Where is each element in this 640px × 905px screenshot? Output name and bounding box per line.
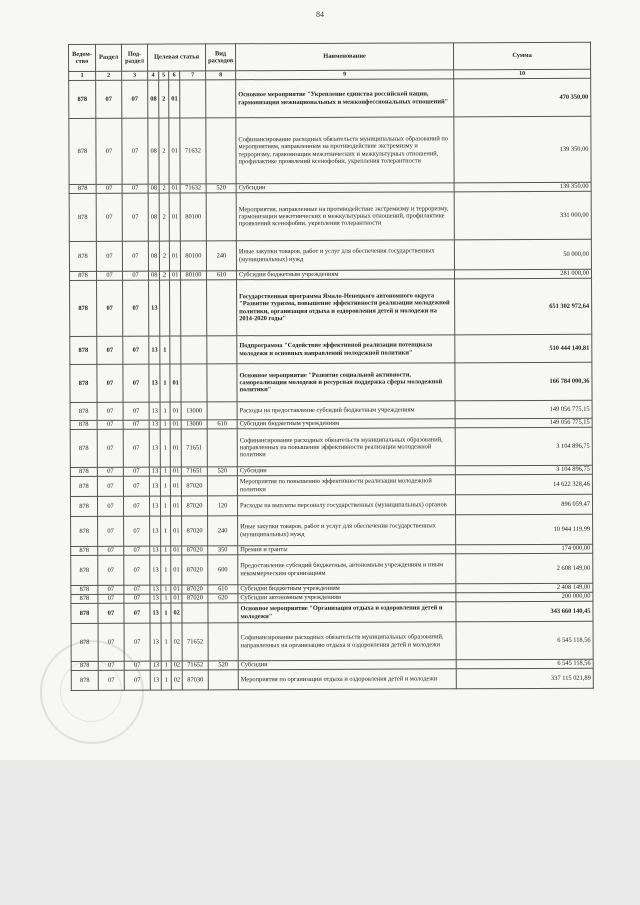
item-name: Софинансирование расходных обязательств муниципальных образований, направленных на организацию отдыха и оздоровления детей и молодежи bbox=[238, 622, 456, 661]
direction-code: 87020 bbox=[182, 516, 208, 546]
direction-code: 80100 bbox=[180, 241, 206, 271]
subsection-code: 07 bbox=[124, 594, 150, 603]
table-row bbox=[70, 334, 592, 364]
subprogram-code: 2 bbox=[159, 241, 169, 271]
item-name: Субсидии bbox=[238, 660, 456, 670]
col-index: 2 bbox=[96, 71, 122, 80]
expense-type-code: 240 bbox=[208, 516, 238, 546]
subsection-code: 07 bbox=[123, 496, 149, 516]
item-sum: 470 350,00 bbox=[454, 78, 591, 117]
subsection-code: 07 bbox=[122, 193, 148, 241]
expense-type-code: 120 bbox=[207, 496, 237, 516]
measure-code: 02 bbox=[171, 670, 182, 690]
item-name: Субсидии автономным учреждениям bbox=[238, 593, 456, 603]
section-code: 07 bbox=[97, 280, 123, 336]
expense-type-code bbox=[206, 118, 236, 184]
subprogram-code: 1 bbox=[161, 670, 171, 690]
expense-type-code: 520 bbox=[208, 661, 238, 670]
table-row bbox=[71, 668, 593, 690]
item-name: Субсидии бюджетным учреждениям bbox=[238, 584, 456, 594]
item-name: Иные закупки товаров, работ и услуг для обеспечения государственных (муниципальных) нужд bbox=[238, 515, 456, 546]
page-number: 84 bbox=[316, 10, 324, 19]
section-code: 07 bbox=[96, 118, 122, 184]
table-row bbox=[70, 400, 592, 420]
direction-code bbox=[181, 280, 207, 336]
expense-type-code bbox=[208, 603, 238, 623]
ministry-code: 878 bbox=[69, 271, 96, 280]
header-sum: Сумма bbox=[453, 42, 590, 70]
program-code: 08 bbox=[148, 271, 159, 280]
expense-type-code: 610 bbox=[207, 420, 237, 429]
direction-code: 87020 bbox=[182, 594, 208, 603]
item-name: Мероприятия по повышению эффективности реализации молодежной политики bbox=[237, 475, 455, 496]
item-sum: 139 350,00 bbox=[454, 116, 591, 183]
item-sum: 149 056 775,15 bbox=[455, 418, 592, 428]
item-sum: 14 622 328,46 bbox=[455, 474, 592, 495]
subprogram-code: 1 bbox=[161, 661, 171, 670]
ministry-code: 878 bbox=[69, 241, 96, 271]
expense-type-code bbox=[207, 476, 237, 496]
ministry-code: 878 bbox=[71, 585, 98, 594]
col-index: 5 bbox=[159, 71, 169, 80]
ministry-code: 878 bbox=[71, 623, 98, 661]
subsection-code: 07 bbox=[122, 184, 148, 193]
program-code: 13 bbox=[150, 661, 161, 670]
section-code: 07 bbox=[98, 516, 124, 546]
section-code: 07 bbox=[96, 271, 122, 280]
section-code: 07 bbox=[98, 546, 124, 555]
table-row bbox=[71, 621, 593, 661]
measure-code: 01 bbox=[170, 402, 181, 420]
measure-code: 02 bbox=[171, 623, 182, 661]
direction-code: 71652 bbox=[182, 661, 208, 670]
budget-table bbox=[68, 42, 594, 691]
section-code: 07 bbox=[98, 603, 124, 623]
item-sum: 651 302 972,64 bbox=[455, 278, 592, 335]
expense-type-code bbox=[207, 429, 237, 467]
subprogram-code: 2 bbox=[159, 80, 169, 118]
item-name: Предоставление субсидий бюджетным, автономным учреждениям и иным некоммерческим организациям bbox=[238, 554, 456, 585]
item-name: Субсидии bbox=[237, 466, 455, 476]
table-row bbox=[69, 191, 591, 241]
ministry-code: 878 bbox=[71, 670, 98, 690]
subprogram-code: 1 bbox=[160, 429, 170, 467]
program-code: 13 bbox=[150, 670, 161, 690]
program-code: 13 bbox=[149, 467, 160, 476]
item-name: Премии и гранты bbox=[238, 545, 456, 555]
measure-code: 01 bbox=[171, 546, 182, 555]
direction-code bbox=[181, 364, 207, 402]
ministry-code: 878 bbox=[70, 364, 97, 402]
subprogram-code: 1 bbox=[161, 516, 171, 546]
section-code: 07 bbox=[97, 336, 123, 364]
table-row bbox=[70, 427, 592, 467]
measure-code: 01 bbox=[169, 271, 180, 280]
item-sum: 896 059,47 bbox=[455, 494, 592, 515]
ministry-code: 878 bbox=[70, 467, 97, 476]
subsection-code: 07 bbox=[123, 402, 149, 420]
subsection-code: 07 bbox=[123, 336, 149, 364]
subsection-code: 07 bbox=[124, 546, 150, 555]
col-index: 1 bbox=[69, 71, 96, 80]
expense-type-code bbox=[208, 623, 238, 661]
item-name: Основное мероприятие "Развитие социальной активности, самореализации молодежи и ресурсная поддержка сферы молодежной политики" bbox=[237, 363, 455, 402]
measure-code: 01 bbox=[171, 516, 182, 546]
section-code: 07 bbox=[98, 594, 124, 603]
expense-type-code bbox=[208, 670, 238, 690]
subprogram-code: 2 bbox=[159, 271, 169, 280]
expense-type-code: 350 bbox=[208, 546, 238, 555]
program-code: 13 bbox=[150, 585, 161, 594]
subprogram-code: 1 bbox=[161, 555, 171, 585]
item-name: Государственная программа Ямало-Ненецкого автономного округа "Развитие туризма, повышение эффективности реализации молодежной политики, организация отдыха и оздоровления детей и молодежи на 2014-2020 годы" bbox=[237, 279, 455, 336]
col-index: 8 bbox=[206, 71, 236, 80]
item-name: Софинансирование расходных обязательств муниципальных образований, направленных на повышение эффективности реализации молодежной политики bbox=[237, 428, 455, 467]
table-row bbox=[69, 116, 591, 184]
subsection-code: 07 bbox=[123, 429, 149, 467]
measure-code bbox=[170, 336, 181, 364]
subsection-code: 07 bbox=[124, 623, 150, 661]
subprogram-code: 1 bbox=[160, 364, 170, 402]
ministry-code: 878 bbox=[70, 429, 97, 467]
section-code: 07 bbox=[96, 80, 122, 118]
section-code: 07 bbox=[97, 420, 123, 429]
expense-type-code bbox=[207, 402, 237, 420]
direction-code: 13000 bbox=[181, 402, 207, 420]
col-index: 7 bbox=[180, 71, 206, 80]
section-code: 07 bbox=[97, 496, 123, 516]
direction-code: 87020 bbox=[182, 546, 208, 555]
program-code: 13 bbox=[150, 516, 161, 546]
item-name: Субсидии bbox=[236, 183, 454, 193]
program-code: 13 bbox=[149, 280, 160, 336]
ministry-code: 878 bbox=[70, 420, 97, 429]
program-code: 13 bbox=[149, 420, 160, 429]
measure-code: 01 bbox=[170, 420, 181, 429]
subprogram-code: 1 bbox=[161, 623, 171, 661]
item-sum: 3 104 896,75 bbox=[455, 465, 592, 475]
subsection-code: 07 bbox=[124, 670, 150, 690]
table-row bbox=[71, 514, 593, 546]
section-code: 07 bbox=[97, 476, 123, 496]
header-target-article: Целевая статья bbox=[148, 44, 206, 71]
measure-code: 01 bbox=[169, 193, 180, 241]
section-code: 07 bbox=[96, 241, 122, 271]
col-index: 6 bbox=[169, 71, 180, 80]
ministry-code: 878 bbox=[69, 118, 96, 184]
item-name: Расходы на предоставление субсидий бюджетным учреждениям bbox=[237, 401, 455, 420]
subsection-code: 07 bbox=[124, 603, 150, 623]
program-code: 08 bbox=[148, 118, 159, 184]
subsection-code: 07 bbox=[124, 661, 150, 670]
measure-code: 01 bbox=[171, 594, 182, 603]
item-name: Субсидии бюджетным учреждениям bbox=[236, 270, 454, 280]
item-sum: 6 545 118,56 bbox=[456, 621, 593, 660]
table-row bbox=[70, 494, 592, 516]
section-code: 07 bbox=[98, 670, 124, 690]
direction-code: 13000 bbox=[181, 420, 207, 429]
subsection-code: 07 bbox=[122, 271, 148, 280]
expense-type-code bbox=[206, 193, 236, 241]
measure-code bbox=[170, 280, 181, 336]
item-sum: 2 608 149,00 bbox=[456, 553, 593, 584]
program-code: 13 bbox=[150, 594, 161, 603]
section-code: 07 bbox=[98, 623, 124, 661]
ministry-code: 878 bbox=[71, 594, 98, 603]
subprogram-code: 1 bbox=[160, 336, 170, 364]
ministry-code: 878 bbox=[70, 336, 97, 364]
item-sum: 139 350,00 bbox=[454, 182, 591, 192]
subsection-code: 07 bbox=[124, 555, 150, 585]
table-row bbox=[70, 474, 592, 496]
header-subsection: Под-раздел bbox=[122, 44, 148, 71]
item-name: Подпрограмма "Содействие эффективной реализации потенциала молодежи и основных направлений молодежной политики" bbox=[237, 335, 455, 364]
subprogram-code: 2 bbox=[159, 118, 169, 184]
ministry-code: 878 bbox=[71, 661, 98, 670]
direction-code: 71651 bbox=[181, 467, 207, 476]
section-code: 07 bbox=[97, 429, 123, 467]
item-name: Мероприятия, направленные на противодействие экстремизму и терроризму, гармонизации межэтнических и межкультурных отношений, профилактике проявлений ксенофобии, укрепления толерантности bbox=[236, 192, 454, 241]
expense-type-code bbox=[206, 80, 236, 118]
direction-code: 71652 bbox=[182, 623, 208, 661]
subprogram-code: 1 bbox=[160, 476, 170, 496]
measure-code: 01 bbox=[170, 476, 181, 496]
header-section: Раздел bbox=[96, 44, 122, 71]
expense-type-code: 620 bbox=[208, 594, 238, 603]
subprogram-code: 1 bbox=[161, 603, 171, 623]
measure-code: 01 bbox=[169, 184, 180, 193]
direction-code: 87020 bbox=[181, 496, 207, 516]
program-code: 13 bbox=[150, 546, 161, 555]
measure-code: 01 bbox=[171, 555, 182, 585]
subprogram-code: 2 bbox=[159, 193, 169, 241]
item-sum: 50 000,00 bbox=[454, 239, 591, 270]
expense-type-code bbox=[207, 336, 237, 364]
ministry-code: 878 bbox=[69, 80, 96, 118]
ministry-code: 878 bbox=[69, 184, 96, 193]
header-ministry: Ведом-ство bbox=[69, 44, 96, 71]
section-code: 07 bbox=[97, 364, 123, 402]
item-sum: 343 660 140,45 bbox=[456, 601, 593, 622]
col-index: 3 bbox=[122, 71, 148, 80]
subsection-code: 07 bbox=[123, 476, 149, 496]
item-sum: 166 784 000,36 bbox=[455, 362, 592, 401]
direction-code: 71632 bbox=[180, 184, 206, 193]
item-sum: 331 000,00 bbox=[454, 191, 591, 240]
measure-code: 01 bbox=[169, 118, 180, 184]
table-row bbox=[69, 78, 591, 118]
direction-code: 87020 bbox=[181, 476, 207, 496]
direction-code: 80100 bbox=[180, 271, 206, 280]
item-sum: 200 000,00 bbox=[456, 592, 593, 602]
direction-code: 87020 bbox=[182, 585, 208, 594]
section-code: 07 bbox=[96, 184, 122, 193]
subsection-code: 07 bbox=[122, 241, 148, 271]
subsection-code: 07 bbox=[123, 364, 149, 402]
program-code: 13 bbox=[149, 429, 160, 467]
section-code: 07 bbox=[97, 402, 123, 420]
col-index: 9 bbox=[236, 70, 454, 80]
ministry-code: 878 bbox=[71, 555, 98, 585]
ministry-code: 878 bbox=[70, 402, 97, 420]
measure-code: 01 bbox=[169, 80, 180, 118]
direction-code: 87030 bbox=[182, 670, 208, 690]
ministry-code: 878 bbox=[71, 603, 98, 623]
section-code: 07 bbox=[98, 661, 124, 670]
ministry-code: 878 bbox=[70, 476, 97, 496]
expense-type-code: 610 bbox=[208, 585, 238, 594]
table-row bbox=[71, 601, 593, 623]
item-name: Расходы на выплаты персоналу государственных (муниципальных) органов bbox=[237, 495, 455, 516]
table-body bbox=[69, 78, 594, 690]
ministry-code: 878 bbox=[71, 546, 98, 555]
subprogram-code: 1 bbox=[160, 420, 170, 429]
expense-type-code: 600 bbox=[208, 555, 238, 585]
measure-code: 01 bbox=[170, 467, 181, 476]
subsection-code: 07 bbox=[122, 118, 148, 184]
program-code: 08 bbox=[148, 184, 159, 193]
program-code: 08 bbox=[148, 241, 159, 271]
subprogram-code: 1 bbox=[161, 594, 171, 603]
direction-code: 71651 bbox=[181, 429, 207, 467]
col-index: 4 bbox=[148, 71, 159, 80]
direction-code bbox=[181, 336, 207, 364]
program-code: 13 bbox=[150, 555, 161, 585]
section-code: 07 bbox=[96, 193, 122, 241]
item-sum: 10 944 119,99 bbox=[456, 514, 593, 545]
program-code: 13 bbox=[149, 336, 160, 364]
item-sum: 337 115 021,89 bbox=[456, 668, 593, 689]
subprogram-code bbox=[160, 280, 170, 336]
program-code: 13 bbox=[149, 476, 160, 496]
ministry-code: 878 bbox=[70, 496, 97, 516]
program-code: 13 bbox=[150, 603, 161, 623]
subsection-code: 07 bbox=[123, 280, 149, 336]
measure-code: 01 bbox=[169, 241, 180, 271]
program-code: 13 bbox=[149, 402, 160, 420]
header-name: Наименование bbox=[236, 43, 454, 71]
measure-code: 02 bbox=[171, 661, 182, 670]
section-code: 07 bbox=[98, 585, 124, 594]
measure-code: 01 bbox=[170, 496, 181, 516]
measure-code: 01 bbox=[170, 364, 181, 402]
measure-code: 01 bbox=[170, 429, 181, 467]
section-code: 07 bbox=[97, 467, 123, 476]
subprogram-code: 1 bbox=[160, 467, 170, 476]
subsection-code: 07 bbox=[123, 467, 149, 476]
program-code: 08 bbox=[148, 80, 159, 118]
subprogram-code: 1 bbox=[160, 496, 170, 516]
measure-code: 02 bbox=[171, 603, 182, 623]
section-code: 07 bbox=[98, 555, 124, 585]
ministry-code: 878 bbox=[71, 516, 98, 546]
table-row bbox=[71, 553, 593, 585]
expense-type-code: 520 bbox=[207, 467, 237, 476]
measure-code: 01 bbox=[171, 585, 182, 594]
item-sum: 3 104 896,75 bbox=[455, 427, 592, 466]
direction-code: 71632 bbox=[180, 118, 206, 184]
item-name: Софинансирование расходных обязательств муниципальных образований по мероприятиям, направленным на противодействие экстремизму и терроризму, гармонизации межэтнических и межкультурных отношений, профилактике проявлений ксенофобии, укрепления толерантности bbox=[236, 117, 454, 184]
item-sum: 174 000,00 bbox=[456, 544, 593, 554]
header-expense-type: Вид расходов bbox=[206, 44, 236, 71]
col-index: 10 bbox=[454, 69, 591, 79]
table-row bbox=[70, 278, 592, 336]
item-name: Мероприятия по организации отдыха и оздоровления детей и молодежи bbox=[238, 669, 456, 690]
subsection-code: 07 bbox=[124, 585, 150, 594]
expense-type-code: 240 bbox=[206, 241, 236, 271]
expense-type-code: 610 bbox=[206, 271, 236, 280]
expense-type-code bbox=[207, 280, 237, 336]
direction-code bbox=[180, 80, 206, 118]
subsection-code: 07 bbox=[124, 516, 150, 546]
item-sum: 281 000,00 bbox=[454, 269, 591, 279]
program-code: 13 bbox=[149, 364, 160, 402]
item-name: Основное мероприятие "Организация отдыха и оздоровления детей и молодежи" bbox=[238, 602, 456, 623]
table-row bbox=[69, 239, 591, 271]
subprogram-code: 1 bbox=[160, 402, 170, 420]
header-row bbox=[69, 42, 591, 71]
item-name: Иные закупки товаров, работ и услуг для обеспечения государственных (муниципальных) нужд bbox=[236, 240, 454, 271]
table-row bbox=[70, 362, 592, 402]
item-sum: 2 408 149,00 bbox=[456, 583, 593, 593]
item-sum: 510 444 140,81 bbox=[455, 334, 592, 363]
subsection-code: 07 bbox=[123, 420, 149, 429]
program-code: 13 bbox=[150, 623, 161, 661]
program-code: 08 bbox=[148, 193, 159, 241]
subprogram-code: 1 bbox=[161, 585, 171, 594]
item-sum: 149 056 775,15 bbox=[455, 400, 592, 419]
direction-code: 87020 bbox=[182, 555, 208, 585]
expense-type-code: 520 bbox=[206, 184, 236, 193]
item-name: Основное мероприятие "Укрепление единства российской нации, гармонизация межнациональных и межконфессиональных отношений" bbox=[236, 79, 454, 118]
subsection-code: 07 bbox=[122, 80, 148, 118]
subprogram-code: 1 bbox=[161, 546, 171, 555]
direction-code bbox=[182, 603, 208, 623]
direction-code: 80100 bbox=[180, 193, 206, 241]
subprogram-code: 2 bbox=[159, 184, 169, 193]
item-name: Субсидии бюджетным учреждениям bbox=[237, 419, 455, 429]
ministry-code: 878 bbox=[70, 280, 97, 336]
expense-type-code bbox=[207, 364, 237, 402]
ministry-code: 878 bbox=[69, 193, 96, 241]
program-code: 13 bbox=[149, 496, 160, 516]
item-sum: 6 545 118,56 bbox=[456, 659, 593, 669]
